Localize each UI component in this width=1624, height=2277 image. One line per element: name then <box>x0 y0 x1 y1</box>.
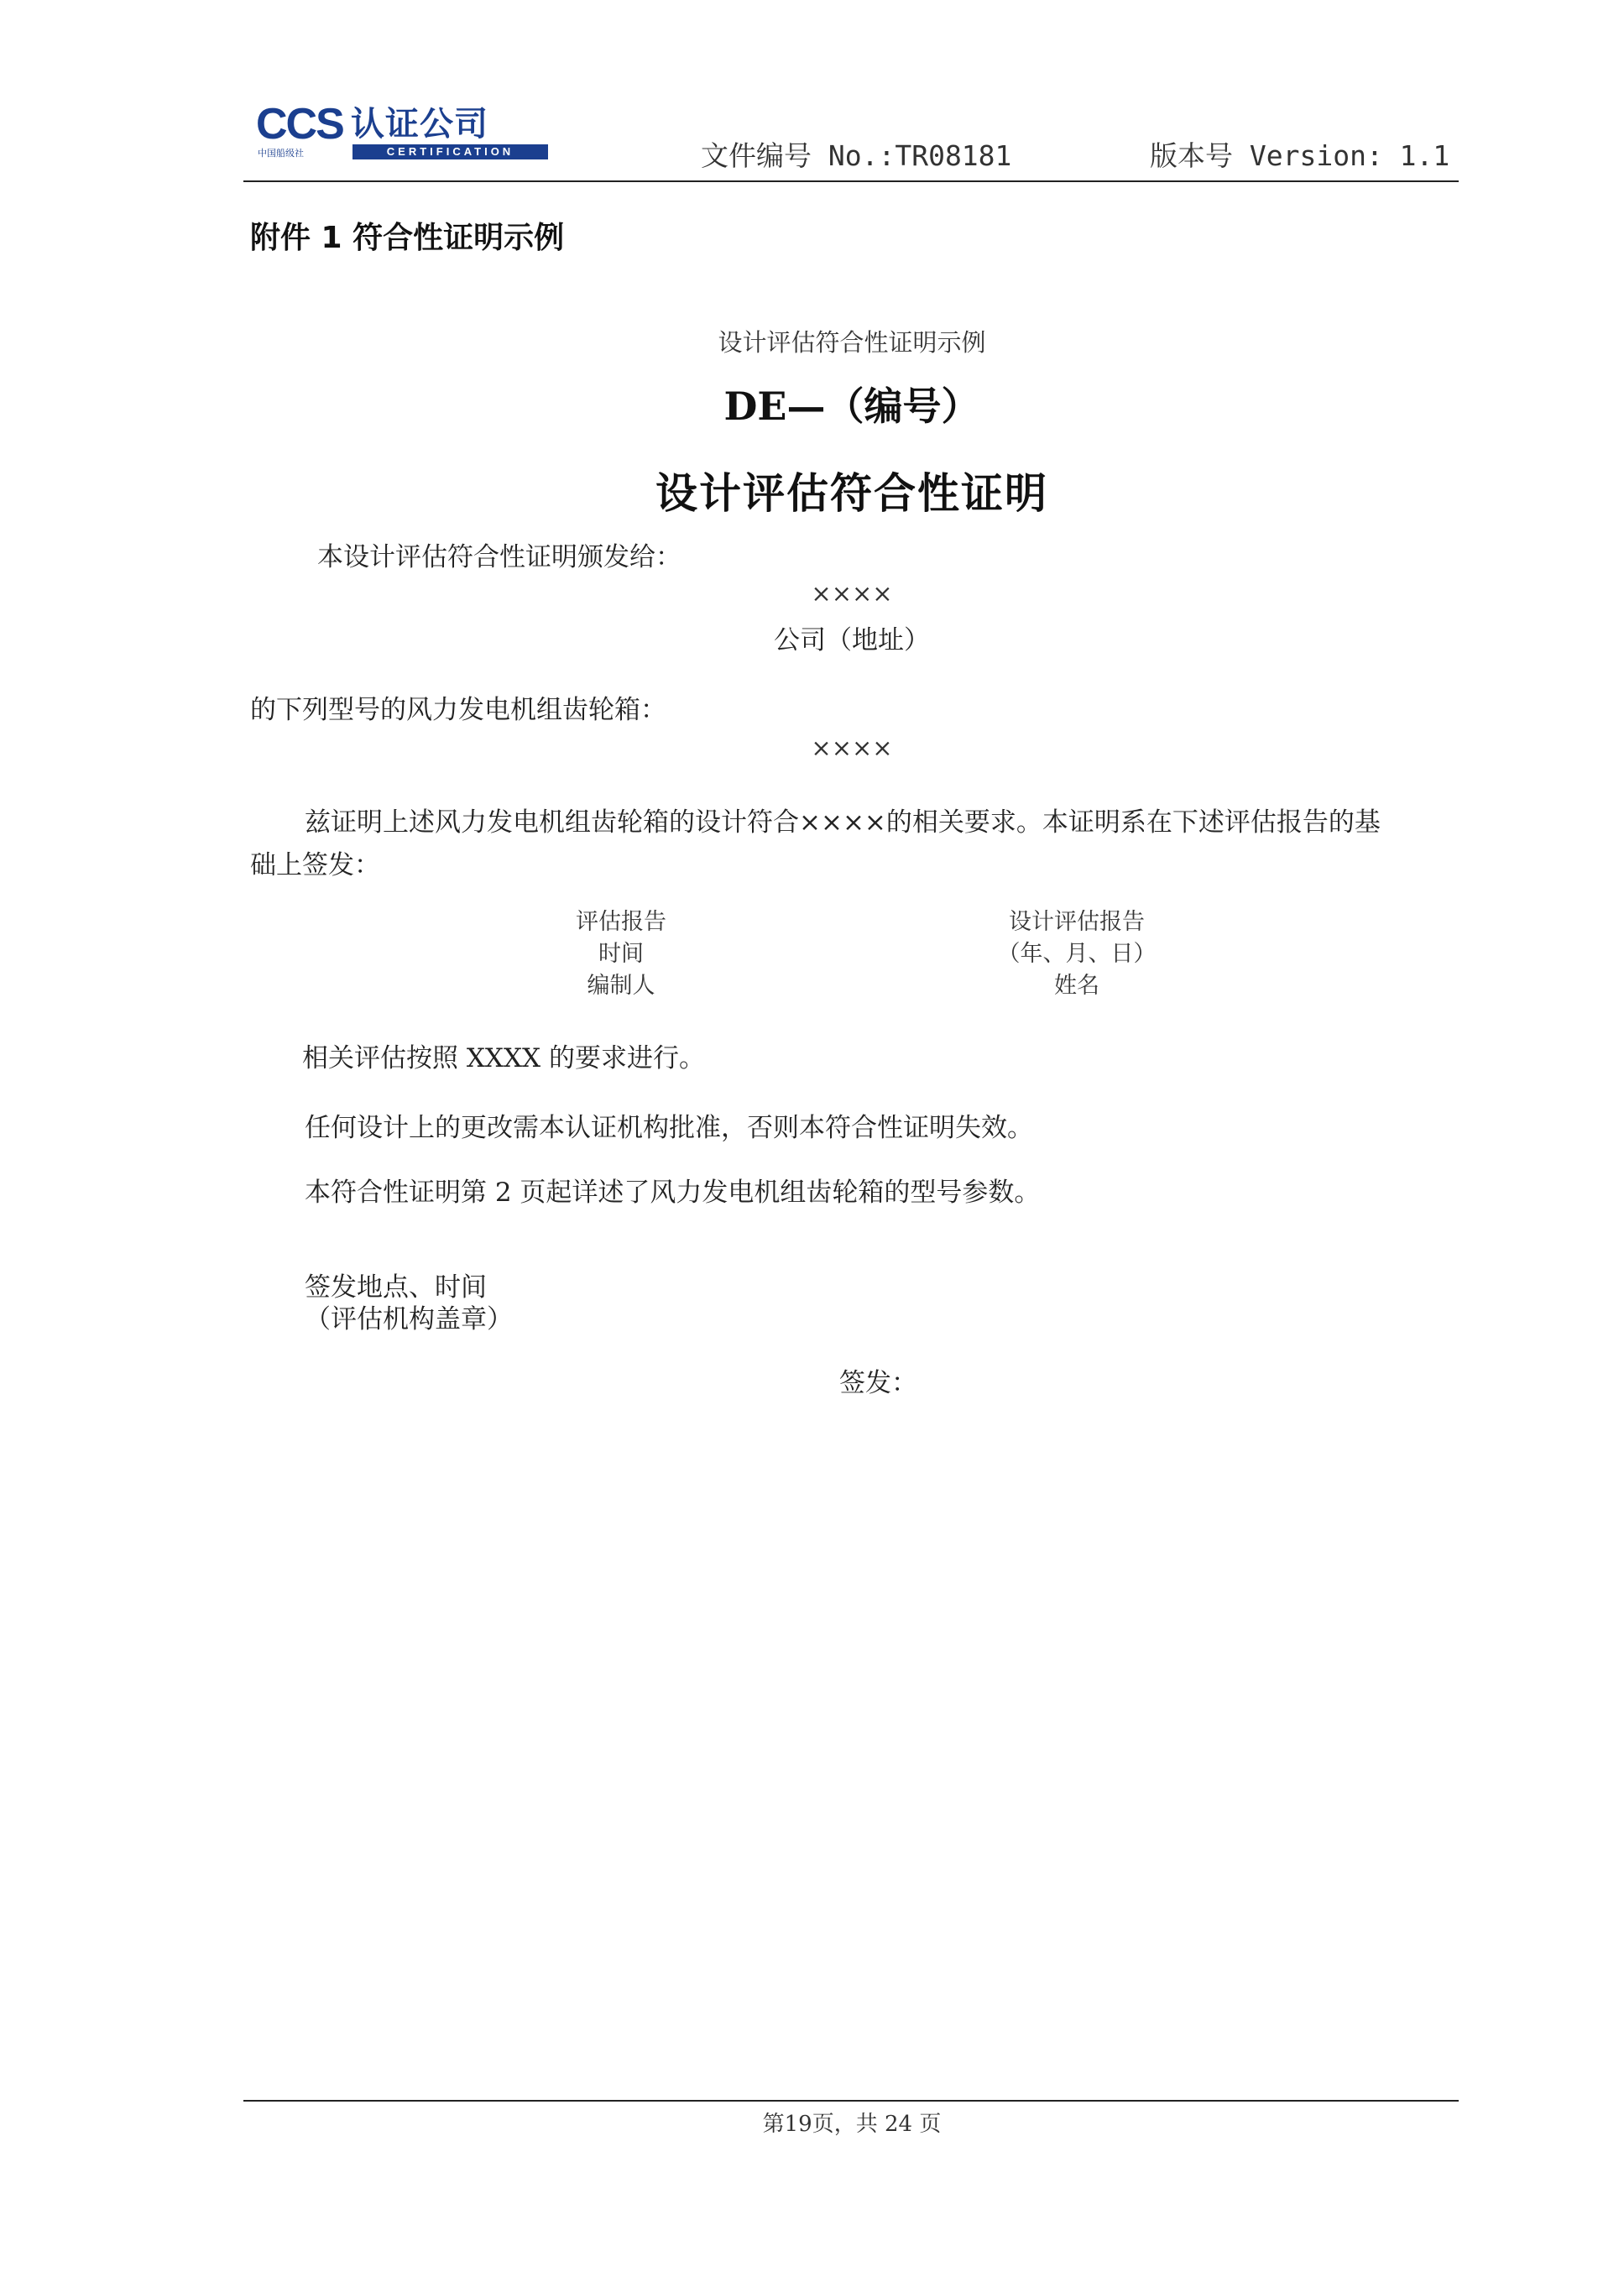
statement-line-1: 兹证明上述风力发电机组齿轮箱的设计符合××××的相关要求。本证明系在下述评估报告的基 <box>305 807 1381 838</box>
certificate-code: DE—（编号） <box>723 384 980 429</box>
logo-certification-band: CERTIFICATION <box>352 144 548 159</box>
report-right-column <box>976 906 1178 1002</box>
logo-chinese-name: 认证公司 <box>351 105 488 144</box>
note-standard: 相关评估按照 XXXX 的要求进行。 <box>302 1043 705 1073</box>
report-left-column <box>537 906 705 1002</box>
left-col-report: 评估报告 <box>576 909 666 935</box>
example-label: 设计评估符合性证明示例 <box>718 328 986 357</box>
document-number: 文件编号 No.:TR08181 <box>701 139 1012 172</box>
left-col-time: 时间 <box>598 941 644 967</box>
footer-divider <box>243 2100 1459 2102</box>
company-address: 公司（地址） <box>774 625 930 655</box>
version-number: 版本号 Version: 1.1 <box>1150 139 1450 172</box>
page-number: 第19页，共 24 页 <box>762 2112 942 2137</box>
signature-label: 签发： <box>839 1368 917 1398</box>
issued-to-line: 本设计评估符合性证明颁发给： <box>317 542 681 572</box>
ccs-logo <box>256 102 550 163</box>
right-col-name: 姓名 <box>1054 973 1099 999</box>
note-parameters: 本符合性证明第 2 页起详述了风力发电机组齿轮箱的型号参数。 <box>305 1178 1041 1208</box>
model-line: 的下列型号的风力发电机组齿轮箱： <box>250 695 666 725</box>
annex-heading: 附件 1 符合性证明示例 <box>250 221 565 255</box>
issue-place-time: 签发地点、时间 <box>305 1272 487 1303</box>
left-col-author: 编制人 <box>587 973 655 999</box>
note-changes: 任何设计上的更改需本认证机构批准，否则本符合性证明失效。 <box>305 1113 1033 1143</box>
seal-label: （评估机构盖章） <box>305 1304 513 1334</box>
right-col-report: 设计评估报告 <box>1009 909 1145 935</box>
statement-line-2: 础上签发： <box>250 850 380 880</box>
logo-subtitle: 中国船级社 <box>258 148 304 159</box>
header-divider <box>243 180 1459 182</box>
recipient-placeholder: ×××× <box>811 579 893 608</box>
right-col-date: （年、月、日） <box>997 941 1157 967</box>
certificate-title: 设计评估符合性证明 <box>655 468 1048 518</box>
model-placeholder: ×××× <box>811 734 893 762</box>
logo-ccs-mark: CCS <box>256 100 343 149</box>
